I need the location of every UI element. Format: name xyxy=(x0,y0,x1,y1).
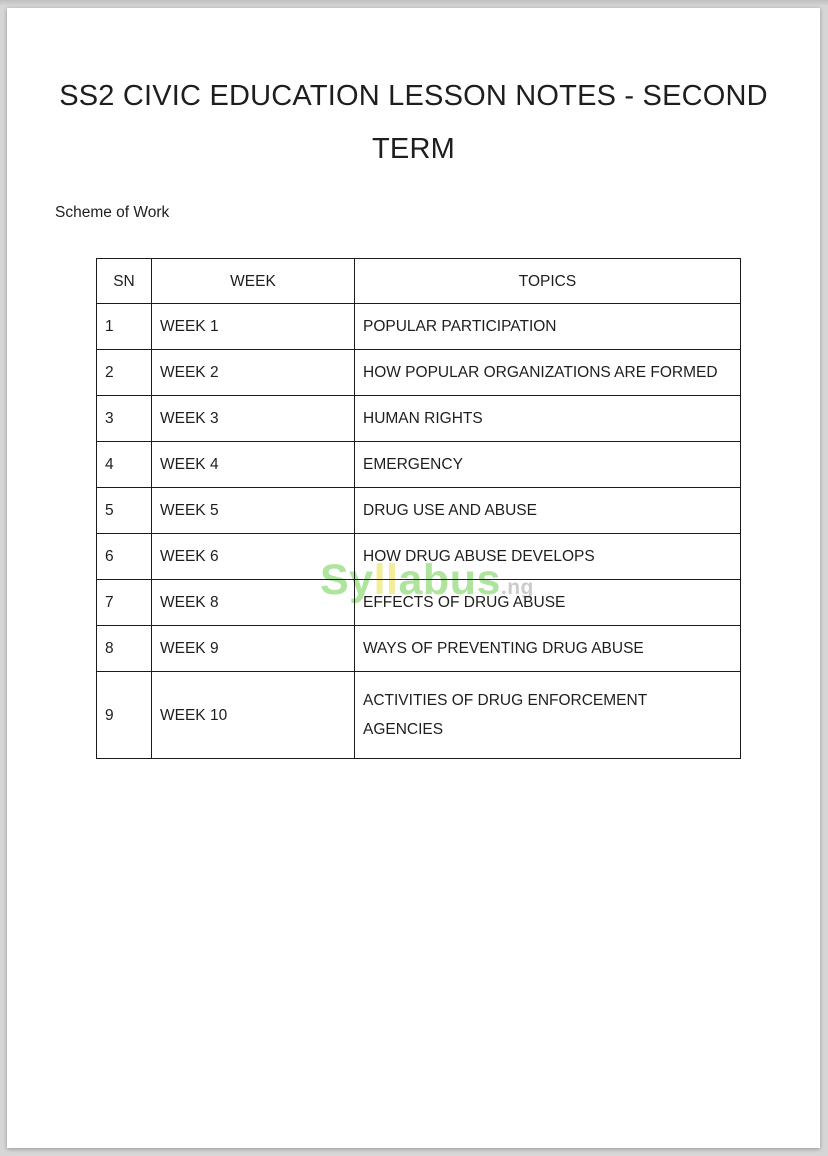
sn-cell: 6 xyxy=(97,534,152,580)
col-header-sn: SN xyxy=(97,259,152,304)
sn-cell: 5 xyxy=(97,488,152,534)
watermark-part-sy: Sy xyxy=(320,556,374,604)
table-row xyxy=(97,350,741,396)
sn-cell: 8 xyxy=(97,626,152,672)
topic-cell: WAYS OF PREVENTING DRUG ABUSE xyxy=(355,626,741,672)
table-row xyxy=(97,672,741,759)
topic-cell: EMERGENCY xyxy=(355,442,741,488)
sn-cell: 7 xyxy=(97,580,152,626)
week-cell: WEEK 6 xyxy=(152,534,355,580)
section-label: Scheme of Work xyxy=(55,204,170,221)
table-row xyxy=(97,304,741,350)
page-title: SS2 CIVIC EDUCATION LESSON NOTES - SECOND TERM xyxy=(59,80,768,165)
topic-cell: POPULAR PARTICIPATION xyxy=(355,304,741,350)
table-body xyxy=(97,304,741,759)
week-cell: WEEK 2 xyxy=(152,350,355,396)
document-page xyxy=(7,8,820,1148)
watermark-part-ng: .ng xyxy=(500,576,534,599)
week-cell: WEEK 1 xyxy=(152,304,355,350)
topic-cell: DRUG USE AND ABUSE xyxy=(355,488,741,534)
watermark-part-abus: abus xyxy=(398,556,501,604)
watermark-part-ll: ll xyxy=(373,556,399,604)
table-row xyxy=(97,488,741,534)
topic-cell: ACTIVITIES OF DRUG ENFORCEMENT AGENCIES xyxy=(355,672,741,759)
week-cell: WEEK 5 xyxy=(152,488,355,534)
topic-cell: HOW DRUG ABUSE DEVELOPS xyxy=(355,534,741,580)
table-row xyxy=(97,626,741,672)
table-row xyxy=(97,442,741,488)
table-row xyxy=(97,396,741,442)
col-header-week: WEEK xyxy=(152,259,355,304)
sn-cell: 2 xyxy=(97,350,152,396)
week-cell: WEEK 4 xyxy=(152,442,355,488)
col-header-topics: TOPICS xyxy=(355,259,741,304)
scheme-of-work-table xyxy=(96,258,741,759)
topic-cell: HUMAN RIGHTS xyxy=(355,396,741,442)
table-row xyxy=(97,580,741,626)
week-cell: WEEK 10 xyxy=(152,672,355,759)
sn-cell: 3 xyxy=(97,396,152,442)
sn-cell: 4 xyxy=(97,442,152,488)
scheme-of-work-area xyxy=(96,258,742,759)
table-row xyxy=(97,534,741,580)
sn-cell: 9 xyxy=(97,672,152,759)
table-header-row xyxy=(97,259,741,304)
sn-cell: 1 xyxy=(97,304,152,350)
topic-cell: HOW POPULAR ORGANIZATIONS ARE FORMED xyxy=(355,350,741,396)
week-cell: WEEK 8 xyxy=(152,580,355,626)
week-cell: WEEK 3 xyxy=(152,396,355,442)
topic-cell: EFFECTS OF DRUG ABUSE xyxy=(355,580,741,626)
week-cell: WEEK 9 xyxy=(152,626,355,672)
